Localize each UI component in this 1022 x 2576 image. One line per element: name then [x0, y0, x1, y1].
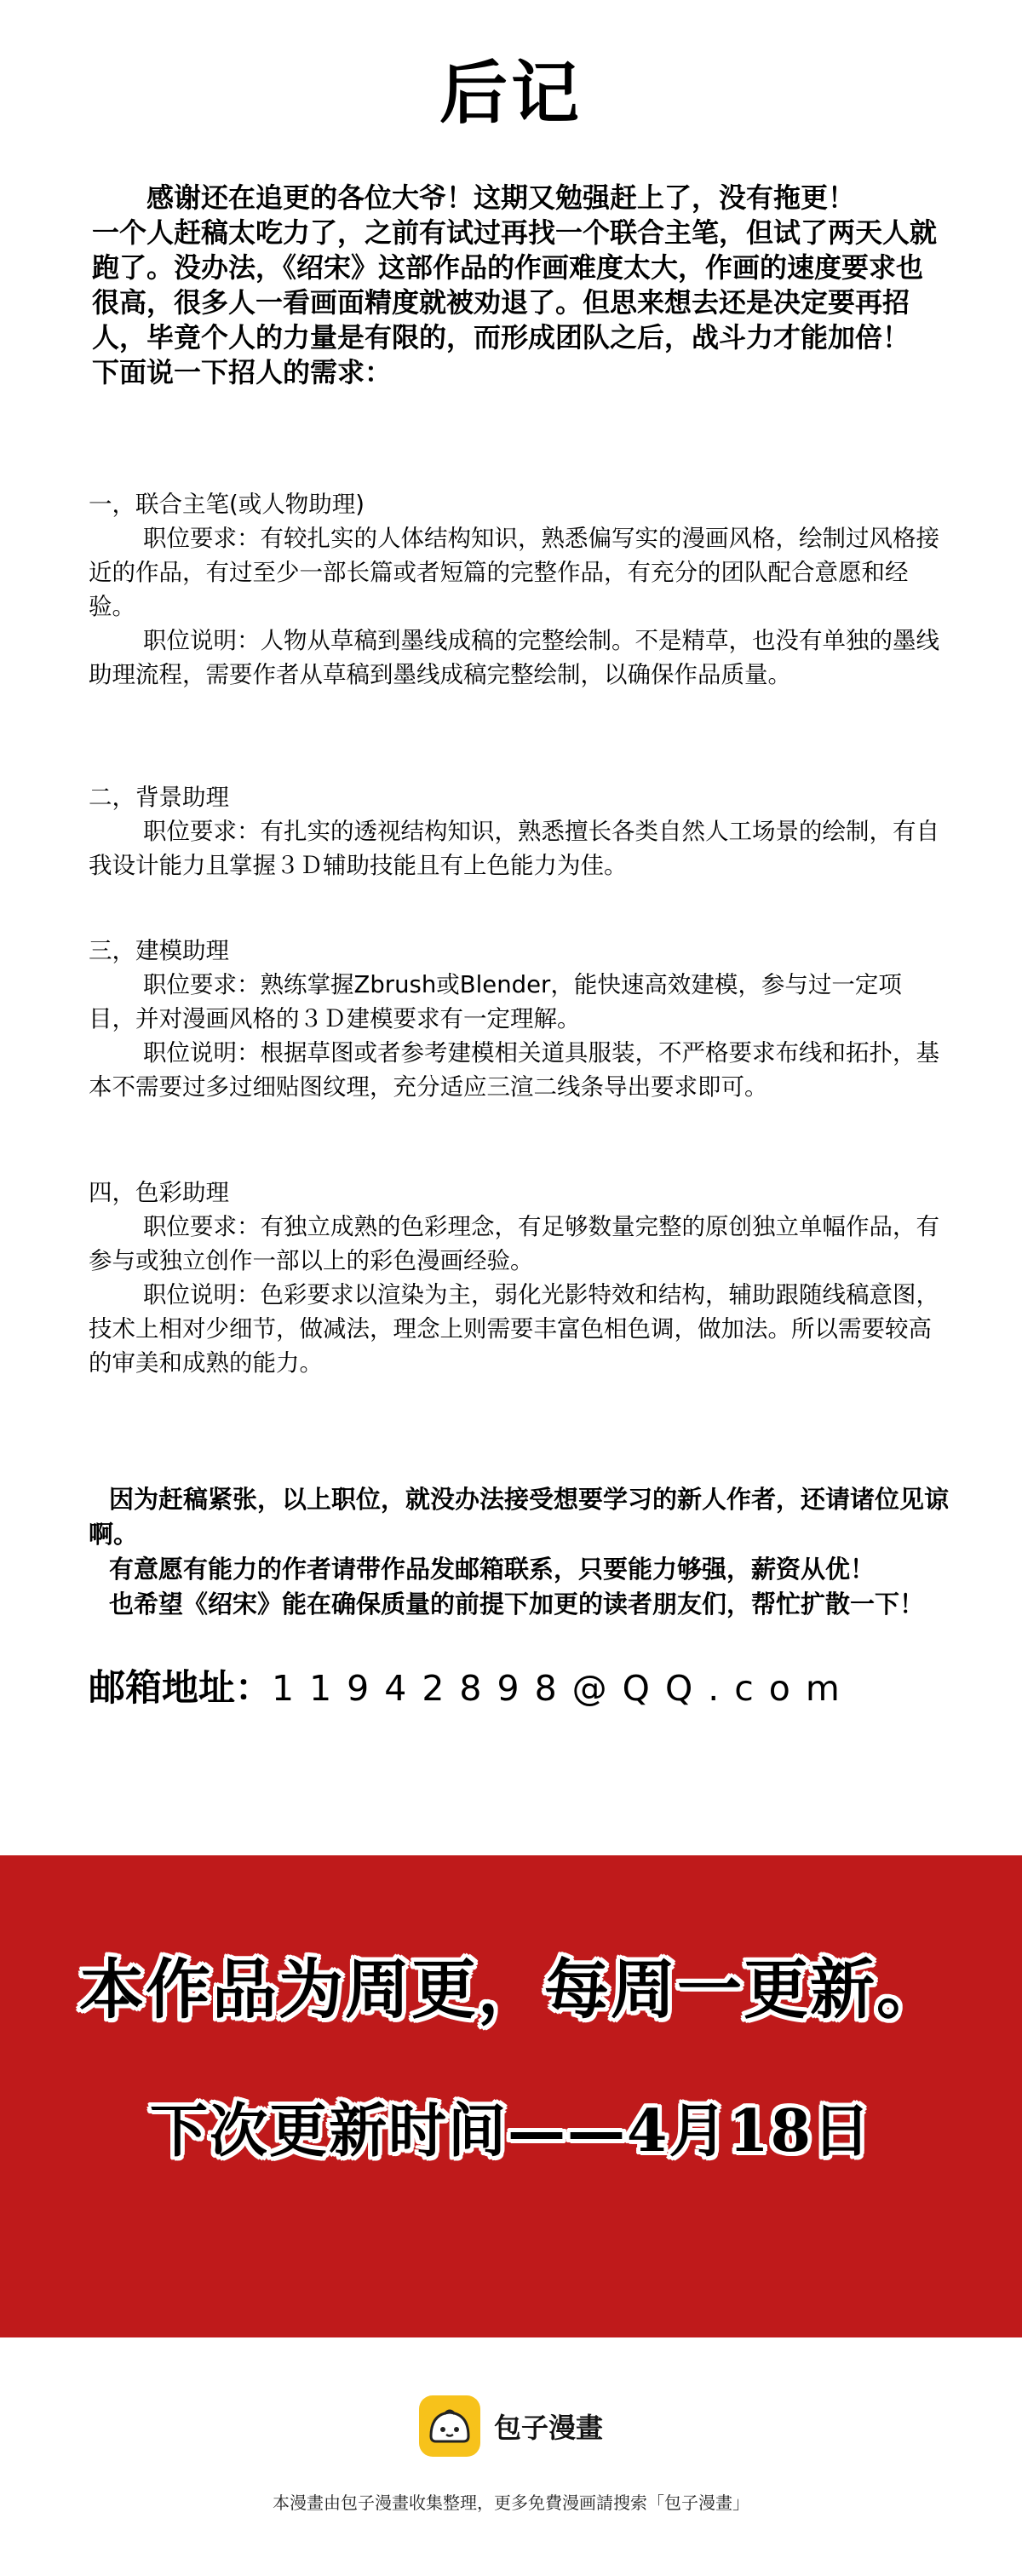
closing-block	[89, 1482, 974, 1622]
section-description: 职位说明：色彩要求以渲染为主，弱化光影特效和结构，辅助跟随线稿意图，技术上相对少细节，做减法，理念上则需要丰富色相色调，做加法。所以需要较高的审美和成熟的能力。	[89, 1281, 939, 1377]
update-frequency-text: 本作品为周更，每周一更新。	[79, 1952, 943, 2027]
section-background-assistant	[89, 780, 940, 883]
section-co-artist	[89, 487, 940, 692]
intro-paragraph-recruit-reason: 一个人赶稿太吃力了，之前有试过再找一个联合主笔，但试了两天人就跑了。没办法，《绍宋》这部作品的作画难度太大，作画的速度要求也很高，很多人一看画面精度就被劝退了。但思来想去还是决定要再招人，毕竟个人的力量是有限的，而形成团队之后，战斗力才能加倍！	[92, 216, 938, 354]
closing-paragraph-share: 也希望《绍宋》能在确保质量的前提下加更的读者朋友们，帮忙扩散一下！	[109, 1590, 925, 1619]
closing-paragraph-contact: 有意愿有能力的作者请带作品发邮箱联系，只要能力够强，薪资从优！	[109, 1555, 876, 1584]
section-requirements: 职位要求：熟练掌握Zbrush或Blender，能快速高效建模，参与过一定项目，并对漫画风格的３Ｄ建模要求有一定理解。	[89, 971, 902, 1032]
page-title: 后记	[439, 54, 583, 133]
section-heading: 一，联合主笔(或人物助理)	[89, 491, 365, 518]
section-color-assistant	[89, 1176, 940, 1380]
intro-paragraph-thanks: 感谢还在追更的各位大爷！这期又勉强赶上了，没有拖更！	[146, 181, 856, 214]
email-label: 邮箱地址：	[89, 1667, 272, 1710]
email-address[interactable]: 11942898@QQ.com	[272, 1668, 855, 1709]
section-requirements: 职位要求：有独立成熟的色彩理念，有足够数量完整的原创独立单幅作品，有参与或独立创作一部以上的彩色漫画经验。	[89, 1213, 939, 1274]
section-modeling-assistant	[89, 934, 940, 1104]
update-schedule-banner	[0, 1855, 1022, 2337]
section-requirements: 职位要求：有扎实的透视结构知识，熟悉擅长各类自然人工场景的绘制，有自我设计能力且掌握３Ｄ辅助技能且有上色能力为佳。	[89, 818, 939, 879]
email-line	[89, 1663, 991, 1714]
baozi-bun-icon	[417, 2394, 482, 2458]
section-description: 职位说明：人物从草稿到墨线成稿的完整绘制。不是精草，也没有单独的墨线助理流程，需要作者从草稿到墨线成稿完整绘制，以确保作品质量。	[89, 627, 939, 688]
section-heading: 二，背景助理	[89, 784, 229, 811]
section-heading: 三，建模助理	[89, 937, 229, 964]
intro-block	[92, 181, 944, 390]
section-requirements: 职位要求：有较扎实的人体结构知识，熟悉偏写实的漫画风格，绘制过风格接近的作品，有过至少一部长篇或者短篇的完整作品，有充分的团队配合意愿和经验。	[89, 525, 939, 620]
closing-paragraph-apology: 因为赶稿紧张，以上职位，就没办法接受想要学习的新人作者，还请诸位见谅啊。	[89, 1485, 950, 1549]
intro-paragraph-requirements-lead: 下面说一下招人的需求：	[92, 356, 393, 388]
next-update-text: 下次更新时间——4月18日	[150, 2097, 872, 2165]
logo-text: 包子漫畫	[494, 2412, 604, 2444]
footer-logo[interactable]	[417, 2392, 603, 2460]
section-heading: 四，色彩助理	[89, 1179, 229, 1206]
footer-note: 本漫畫由包子漫畫收集整理，更多免費漫画請搜索「包子漫畫」	[273, 2493, 749, 2513]
section-description: 职位说明：根据草图或者参考建模相关道具服装，不严格要求布线和拓扑，基本不需要过多过细贴图纹理，充分适应三渲二线条导出要求即可。	[89, 1039, 939, 1101]
